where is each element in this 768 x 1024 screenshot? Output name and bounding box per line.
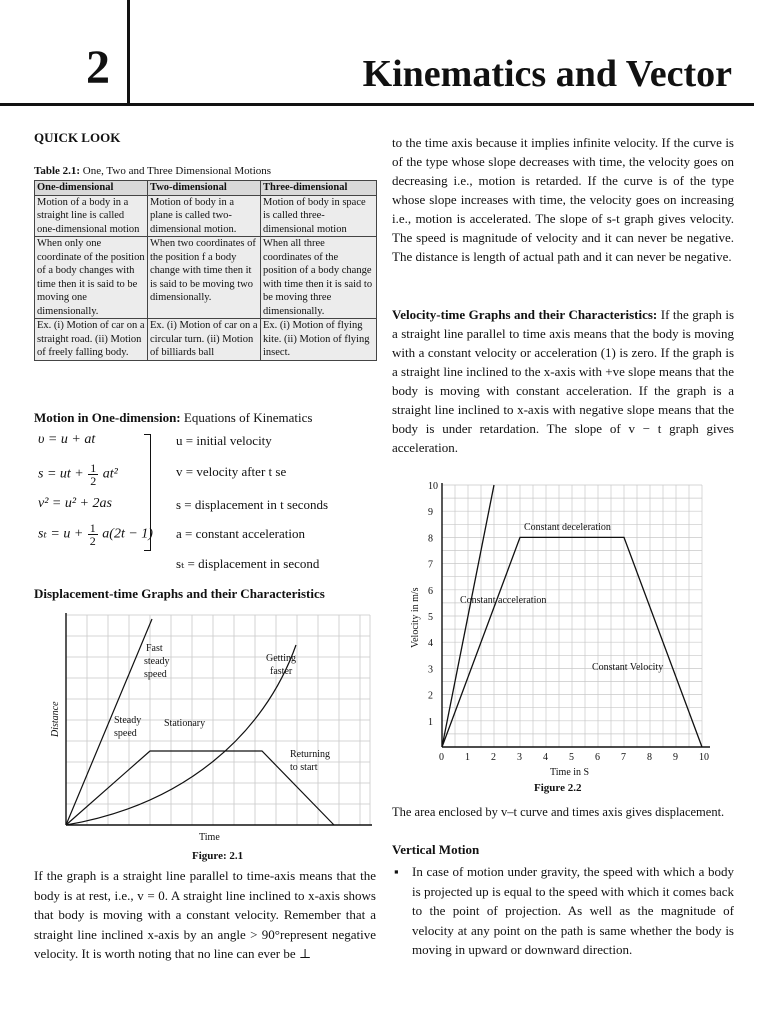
y-tick-label: 1	[428, 716, 433, 728]
label-constant-acceleration: Constant acceleration	[460, 595, 547, 606]
figure-2-2	[392, 470, 734, 780]
table-cell: Ex. (i) Motion of car on a circular turn. (ii) Motion of billiards ball	[148, 319, 261, 361]
x-tick-label: 6	[595, 752, 600, 763]
label-steady-speed-1: Steady	[114, 715, 142, 726]
table-header: Three-dimensional	[261, 181, 377, 196]
figure-2-1-caption: Figure: 2.1	[192, 850, 244, 862]
x-tick-label: 8	[647, 752, 652, 763]
header-divider-vertical	[127, 0, 130, 103]
chapter-number: 2	[86, 41, 110, 94]
table-header: One-dimensional	[35, 181, 148, 196]
table-cell: When only one coordinate of the position of a body changes with time then it is said to be moving one dimensionally.	[35, 237, 148, 319]
equations-heading: Motion in One-dimension: Equations of Kinematics	[34, 410, 313, 425]
label-stationary: Stationary	[164, 718, 206, 729]
table-caption: Table 2.1: One, Two and Three Dimensional Motions	[34, 165, 272, 177]
y-tick-label: 7	[428, 559, 433, 571]
eq-desc: a = constant acceleration	[176, 526, 305, 541]
table-cell: Motion of body in a plane is called two-dimensional motion.	[148, 195, 261, 237]
label-faster: faster	[270, 666, 293, 677]
x-tick-label: 9	[673, 752, 678, 763]
x-tick-label: 2	[491, 752, 496, 763]
x-tick-label: 1	[465, 752, 470, 763]
x-tick-label: 7	[621, 752, 626, 763]
y-tick-label: 3	[428, 664, 433, 676]
figure-2-1	[34, 605, 376, 845]
eq-desc: s = displacement in t seconds	[176, 497, 329, 512]
vertical-motion-text: In case of motion under gravity, the speed with which a body is projected up is equal to the speed with which it comes back to the point of projection. As well as the magnitude of velocity at any point on the path is same whether the body is moving in upward or downward direction.	[412, 864, 734, 957]
table-cell: Motion of a body in a straight line is called one-dimensional motion	[35, 195, 148, 237]
label-getting: Getting	[266, 653, 296, 664]
table-row	[35, 319, 377, 361]
table-header-row	[35, 181, 377, 196]
y-tick-label: 6	[428, 585, 433, 597]
y-tick-label: 2	[428, 690, 433, 702]
label-to-start: to start	[290, 762, 318, 773]
table-cell: When all three coordinates of the position of a body change with time then it is said to be moving three dimensionally.	[261, 237, 377, 319]
label-steady: steady	[144, 656, 170, 667]
label-returning: Returning	[290, 749, 330, 760]
table-cell: When two coordinates of the position f a body change with time then it is said to be moving two dimensionally.	[148, 237, 261, 319]
right-paragraph-1: to the time axis because it implies infinite velocity. If the curve is of the type whose slope decreases with time, the velocity goes on decreasing i.e., motion is retarded. If the curve is of the type whose slope increases with time, the velocity goes on increasing i.e., motion is accelerated. The slope of s-t graph gives velocity. The speed is magnitude of velocity and it can never be negative. The distance is length of actual path and it can never be negative.	[392, 135, 734, 264]
y-tick-label: 8	[428, 533, 433, 545]
x-tick-label: 10	[699, 752, 709, 763]
vertical-motion-bullet	[392, 862, 734, 960]
label-steady-speed-2: speed	[114, 728, 137, 739]
right-paragraph-2: Velocity-time Graphs and their Characteristics: If the graph is a straight line parallel to time axis means that the body is moving with a constant velocity or acceleration (1) is zero. If the graph is a straight line inclined to the x-axis with +ve slope means that the body is moving with constant acceleration. If the graph is a straight line inclined to x-axis with negative slope means that the body is under retardation. The slope of v − t graph gives acceleration.	[392, 307, 735, 455]
fig1-x-label: Time	[199, 832, 220, 843]
fig2-x-label: Time in S	[550, 767, 590, 778]
table-row	[35, 237, 377, 319]
fig1-y-label: Distance	[50, 701, 61, 737]
table-cell: Motion of body in space is called three-dimensional motion	[261, 195, 377, 237]
figure-2-2-caption: Figure 2.2	[534, 782, 582, 794]
eq-desc: v = velocity after t se	[176, 464, 287, 479]
eq-desc: u = initial velocity	[176, 433, 272, 448]
quick-look-heading: QUICK LOOK	[34, 130, 121, 145]
fig2-y-label: Velocity in m/s	[410, 587, 421, 648]
x-tick-label: 5	[569, 752, 574, 763]
x-tick-label: 3	[517, 752, 522, 763]
label-constant-deceleration: Constant deceleration	[524, 522, 611, 533]
chapter-title: Kinematics and Vector	[362, 53, 732, 95]
table-cell: Ex. (i) Motion of flying kite. (ii) Motion of flying insect.	[261, 319, 377, 361]
y-tick-label: 5	[428, 612, 433, 623]
label-speed: speed	[144, 669, 167, 680]
equation-1: υ = u + at	[38, 432, 96, 447]
motion-table	[34, 180, 377, 361]
left-paragraph: If the graph is a straight line parallel to time-axis means that the body is at rest, i.e., v = 0. A straight line inclined to x-axis shows that body is moving with a constant velocity. Remember that a straight line inclined x-axis by an angle > 90°represent negative velocity. It is worth noting that no line can ever be ⊥	[34, 868, 376, 961]
table-cell: Ex. (i) Motion of car on a straight road. (ii) Motion of freely falling body.	[35, 319, 148, 361]
y-tick-label: 9	[428, 507, 433, 519]
bullet-icon: ▪	[394, 864, 399, 879]
area-statement: The area enclosed by v–t curve and times axis gives displacement.	[392, 805, 725, 819]
eq-desc: sₜ = displacement in second	[176, 556, 320, 571]
equation-2: s = ut + $\frac{1}{2}$ at²	[38, 461, 118, 488]
vertical-motion-heading: Vertical Motion	[392, 842, 480, 857]
label-fast: Fast	[146, 643, 163, 654]
label-constant-velocity: Constant Velocity	[592, 662, 664, 673]
x-tick-label: 4	[543, 752, 548, 763]
x-tick-label: 0	[439, 752, 444, 763]
equation-4: sₜ = u + $\frac{1}{2}$ a(2t − 1)	[38, 521, 153, 548]
equation-3: v² = u² + 2as	[38, 496, 112, 511]
equations-bracket	[144, 434, 151, 551]
table-header: Two-dimensional	[148, 181, 261, 196]
table-row	[35, 195, 377, 237]
y-tick-label: 4	[428, 638, 433, 650]
displacement-heading: Displacement-time Graphs and their Characteristics	[34, 586, 325, 601]
header-divider-horizontal	[0, 103, 754, 106]
y-tick-label: 10	[428, 481, 438, 492]
